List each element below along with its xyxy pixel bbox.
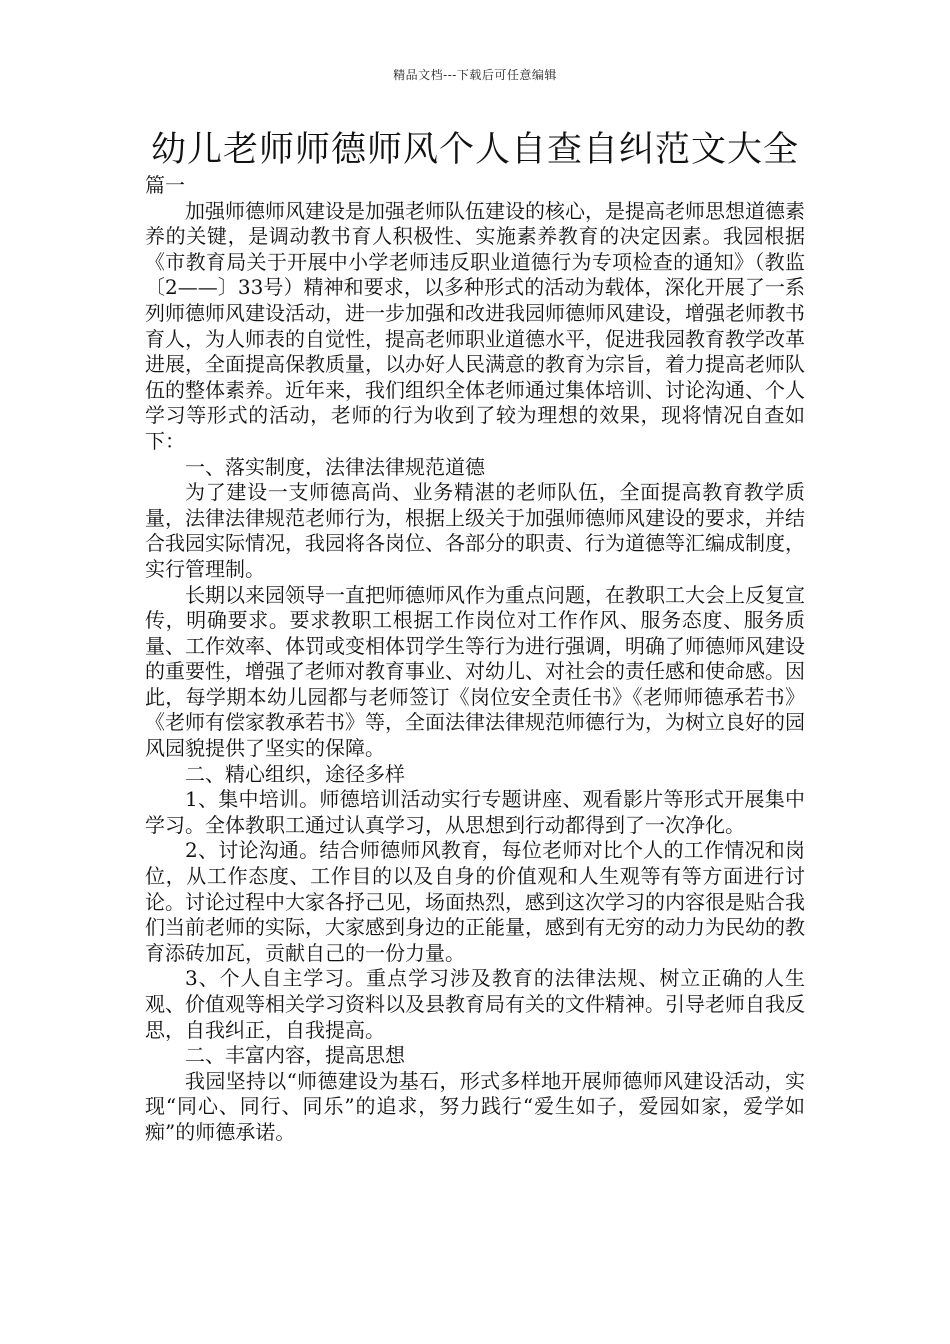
- paragraph-section-1b: 长期以来园领导一直把师德师风作为重点问题，在教职工大会上反复宣传，明确要求。要求教职工根据工作岗位对工作作风、服务态度、服务质量、工作效率、体罚或变相体罚学生等行为进行强调，明确了师德师风建设的重要性，增强了老师对教育事业、对幼儿、对社会的责任感和使命感。因此，每学期本幼儿园都与老师签订《岗位安全责任书》《老师师德承若书》《老师有偿家教承若书》等，全面法律法律规范师德行为，为树立良好的园风园貌提供了坚实的保障。: [145, 582, 805, 761]
- paragraph-section-1a: 为了建设一支师德高尚、业务精湛的老师队伍，全面提高教育教学质量，法律法律规范老师行为，根据上级关于加强师德师风建设的要求，并结合我园实际情况，我园将各岗位、各部分的职责、行为道德等汇编成制度，实行管理制。: [145, 480, 805, 581]
- section-label: 篇一: [145, 173, 185, 197]
- paragraph-item-3: 3、个人自主学习。重点学习涉及教育的法律法规、树立正确的人生观、价值观等相关学习资料以及县教育局有关的文件精神。引导老师自我反思，自我纠正，自我提高。: [145, 966, 805, 1042]
- document-body: [145, 173, 805, 1146]
- heading-section-3: 二、丰富内容，提高思想: [185, 1043, 405, 1068]
- paragraph-intro: 加强师德师风建设是加强老师队伍建设的核心，是提高老师思想道德素养的关键，是调动教书育人积极性、实施素养教育的决定因素。我园根据《市教育局关于开展中小学老师违反职业道德行为专项检查的通知》（教监〔2——〕33号）精神和要求，以多种形式的活动为载体，深化开展了一系列师德师风建设活动，进一步加强和改进我园师德师风建设，增强老师教书育人，为人师表的自觉性，提高老师职业道德水平，促进我园教育教学改革进展，全面提高保教质量，以办好人民满意的教育为宗旨，着力提高老师队伍的整体素养。近年来，我们组织全体老师通过集体培训、讨论沟通、个人学习等形式的活动，老师的行为收到了较为理想的效果，现将情况自查如下：: [145, 198, 805, 453]
- heading-section-1: 一、落实制度，法律法律规范道德: [185, 454, 485, 479]
- document-title: 幼儿老师师德师风个人自查自纠范文大全: [150, 130, 799, 170]
- header-note: 精品文档---下载后可任意编辑: [393, 68, 557, 82]
- heading-section-2: 二、精心组织，途径多样: [185, 761, 405, 786]
- paragraph-section-3a: 我园坚持以“师德建设为基石，形式多样地开展师德师风建设活动，实现“同心、同行、同乐”的追求，努力践行“爱生如子，爱园如家，爱学如痴”的师德承诺。: [145, 1068, 805, 1144]
- paragraph-item-2: 2、讨论沟通。结合师德师风教育，每位老师对比个人的工作情况和岗位，从工作态度、工作目的以及自身的价值观和人生观等有等方面进行讨论。讨论过程中大家各抒己见，场面热烈，感到这次学习的内容很是贴合我们当前老师的实际，大家感到身边的正能量，感到有无穷的动力为民幼的教育添砖加瓦，贡献自己的一份力量。: [145, 838, 805, 965]
- paragraph-item-1: 1、集中培训。师德培训活动实行专题讲座、观看影片等形式开展集中学习。全体教职工通过认真学习，从思想到行动都得到了一次净化。: [145, 787, 805, 837]
